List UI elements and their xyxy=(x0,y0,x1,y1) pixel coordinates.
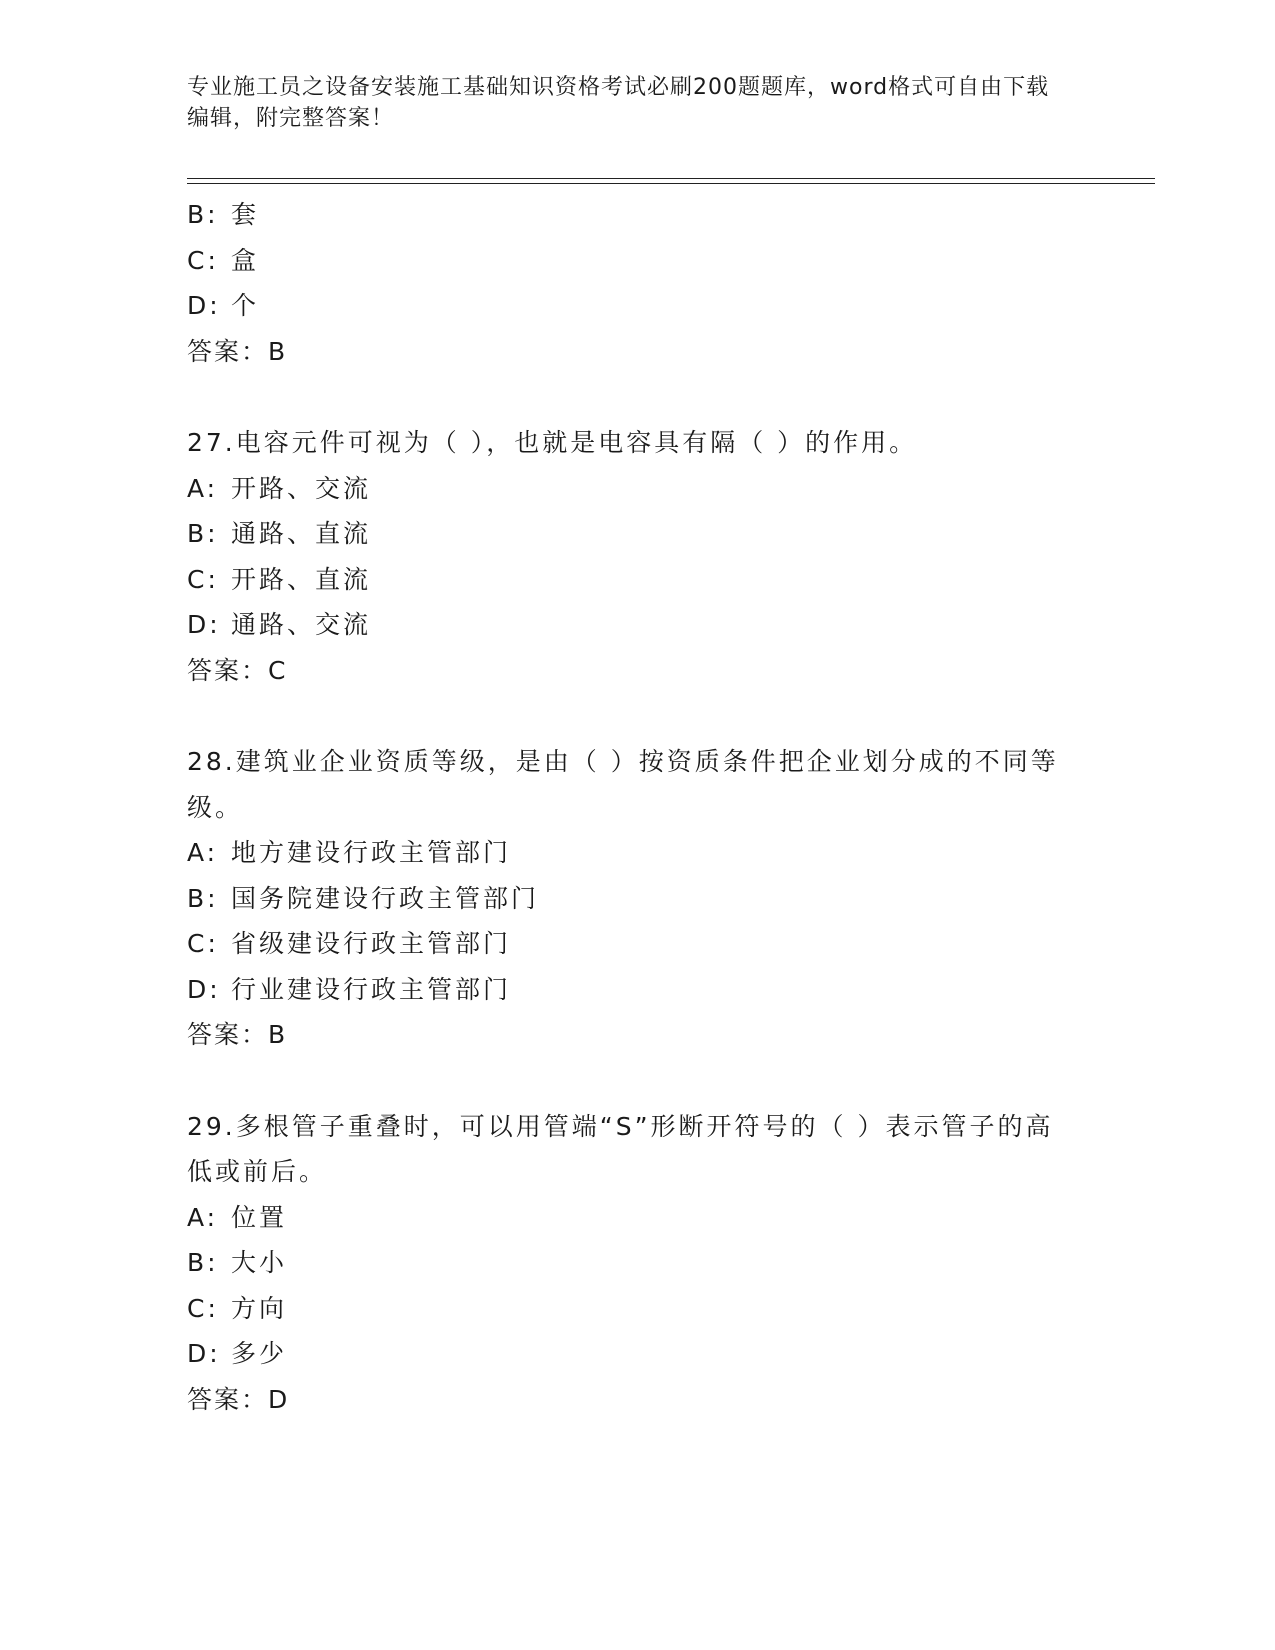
option-text: 国务院建设行政主管部门 xyxy=(231,883,540,913)
option-letter: B: xyxy=(187,1248,219,1277)
option-text: 套 xyxy=(231,200,260,229)
option-text: 开路、交流 xyxy=(231,473,372,503)
question-spacer xyxy=(187,693,1087,739)
option-row xyxy=(187,192,1087,238)
option-letter: C: xyxy=(187,245,219,275)
option-text: 地方建设行政主管部门 xyxy=(231,838,512,867)
option-row xyxy=(187,283,1087,329)
option-letter: A: xyxy=(187,473,219,503)
option-row xyxy=(187,921,1087,967)
question-text: 29.多根管子重叠时，可以用管端“S”形断开符号的（ ）表示管子的高低或前后。 xyxy=(187,1111,1054,1186)
option-row xyxy=(187,602,1087,648)
option-text: 省级建设行政主管部门 xyxy=(231,929,512,958)
question-text: 28.建筑业企业资质等级，是由（ ）按资质条件把企业划分成的不同等级。 xyxy=(187,747,1059,822)
option-text: 多少 xyxy=(231,1339,288,1368)
question-list xyxy=(187,192,1087,1422)
option-row xyxy=(187,466,1087,512)
question-text: 27.电容元件可视为（ ），也就是电容具有隔（ ）的作用。 xyxy=(187,428,918,457)
answer-line: 答案：B xyxy=(187,336,288,366)
option-text: 行业建设行政主管部门 xyxy=(231,974,512,1004)
option-letter: D: xyxy=(187,974,221,1004)
question-spacer xyxy=(187,1058,1087,1104)
option-letter: B: xyxy=(187,519,219,548)
option-row xyxy=(187,1240,1087,1286)
option-row xyxy=(187,511,1087,557)
option-row xyxy=(187,1331,1087,1377)
option-letter: C: xyxy=(187,1293,219,1323)
answer-line: 答案：D xyxy=(187,1384,290,1414)
option-letter: B: xyxy=(187,883,219,913)
option-row xyxy=(187,557,1087,603)
header-divider-bottom xyxy=(187,183,1155,184)
answer-line: 答案：B xyxy=(187,1020,288,1049)
option-letter: D: xyxy=(187,1339,221,1368)
option-text: 盒 xyxy=(231,245,260,275)
option-row xyxy=(187,238,1087,284)
option-row xyxy=(187,830,1087,876)
option-letter: B: xyxy=(187,200,219,229)
option-row xyxy=(187,1195,1087,1241)
question-28 xyxy=(187,739,1087,1058)
answer-line: 答案：C xyxy=(187,655,288,685)
option-letter: D: xyxy=(187,291,221,320)
option-row xyxy=(187,876,1087,922)
option-row xyxy=(187,1286,1087,1332)
document-header xyxy=(187,72,1067,134)
option-text: 方向 xyxy=(231,1293,288,1323)
option-letter: C: xyxy=(187,929,219,958)
question-29 xyxy=(187,1104,1087,1423)
option-text: 通路、交流 xyxy=(231,610,372,639)
option-text: 开路、直流 xyxy=(231,564,372,594)
question-27 xyxy=(187,420,1087,693)
option-text: 位置 xyxy=(231,1202,288,1232)
question-spacer xyxy=(187,374,1087,420)
option-letter: C: xyxy=(187,564,219,594)
option-text: 大小 xyxy=(231,1248,288,1277)
header-divider-top xyxy=(187,178,1155,179)
option-text: 通路、直流 xyxy=(231,519,372,548)
option-letter: A: xyxy=(187,1202,219,1232)
option-letter: D: xyxy=(187,610,221,639)
option-letter: A: xyxy=(187,838,219,867)
option-text: 个 xyxy=(231,291,260,320)
option-row xyxy=(187,967,1087,1013)
header-title: 专业施工员之设备安装施工基础知识资格考试必刷200题题库，word格式可自由下载编辑，附完整答案！ xyxy=(187,75,1050,131)
partial-question xyxy=(187,192,1087,374)
